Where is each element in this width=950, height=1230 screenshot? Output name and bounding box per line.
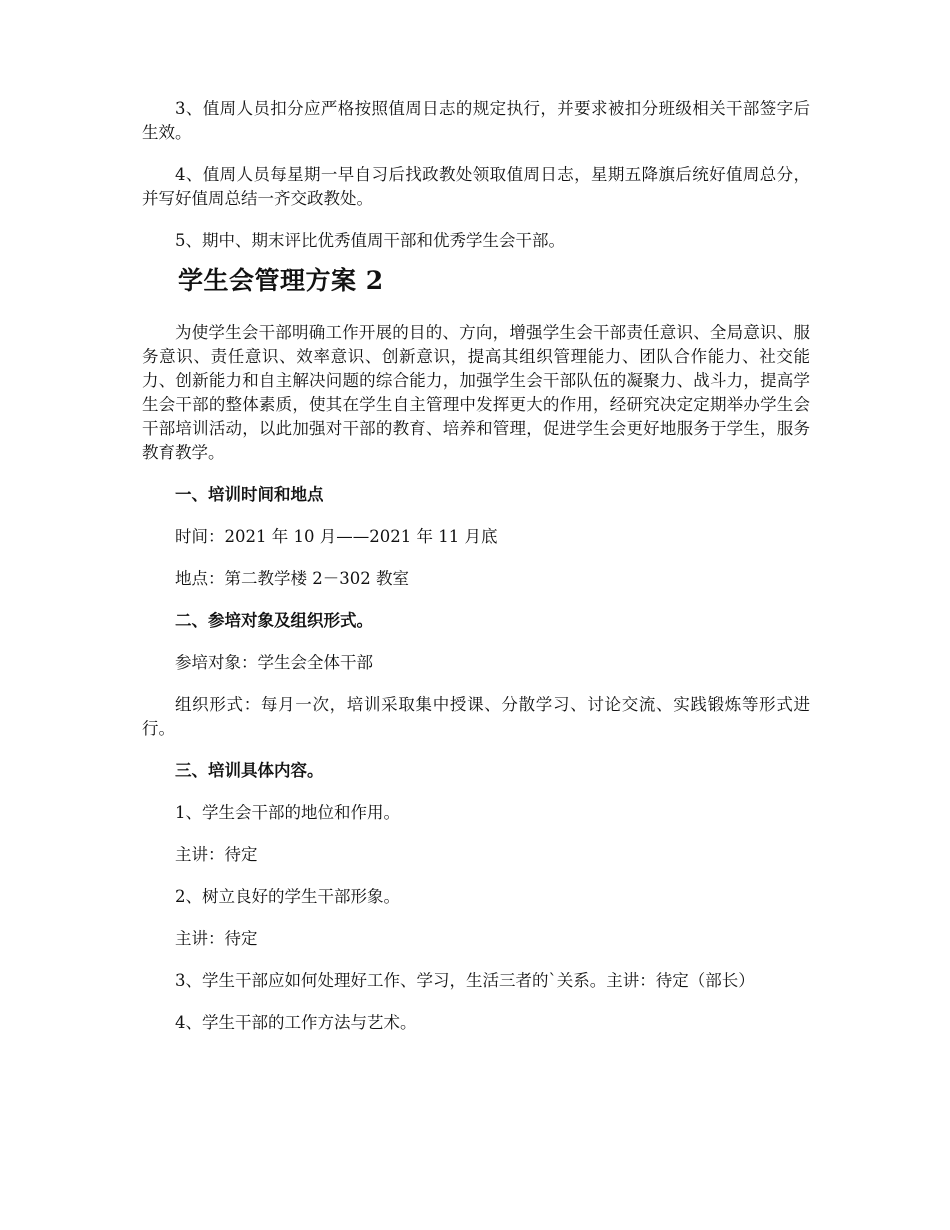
training-place: 地点：第二教学楼 2－302 教室 bbox=[175, 569, 409, 588]
training-time: 时间：2021 年 10 月——2021 年 11 月底 bbox=[175, 527, 498, 546]
document-body bbox=[142, 97, 810, 1035]
participants: 参培对象：学生会全体干部 bbox=[175, 653, 373, 672]
content-item-4: 4、学生干部的工作方法与艺术。 bbox=[175, 1013, 417, 1032]
intro-paragraph: 为使学生会干部明确工作开展的目的、方向，增强学生会干部责任意识、全局意识、服务意识、责任意识、效率意识、创新意识，提高其组织管理能力、团队合作能力、社交能力、创新能力和自主解决问题的综合能力，加强学生会干部队伍的凝聚力、战斗力，提高学生会干部的整体素质，使其在学生自主管理中发挥更大的作用，经研究决定定期举办学生会干部培训活动，以此加强对干部的教育、培养和管理，促进学生会更好地服务于学生，服务教育教学。 bbox=[142, 323, 810, 462]
heading-participants: 二、参培对象及组织形式。 bbox=[175, 611, 373, 630]
heading-content: 三、培训具体内容。 bbox=[175, 761, 324, 780]
speaker-1: 主讲：待定 bbox=[175, 845, 258, 864]
content-item-3: 3、学生干部应如何处理好工作、学习，生活三者的`关系。主讲：待定（部长） bbox=[175, 971, 755, 990]
section-title: 学生会管理方案 2 bbox=[178, 266, 384, 295]
content-item-1: 1、学生会干部的地位和作用。 bbox=[175, 803, 400, 822]
heading-time-place: 一、培训时间和地点 bbox=[175, 485, 324, 504]
paragraph-rule-4: 4、值周人员每星期一早自习后找政教处领取值周日志，星期五降旗后统好值周总分，并写好值周总结一齐交政教处。 bbox=[142, 165, 810, 208]
organization-format: 组织形式：每月一次，培训采取集中授课、分散学习、讨论交流、实践锻炼等形式进行。 bbox=[142, 695, 810, 738]
paragraph-rule-3: 3、值周人员扣分应严格按照值周日志的规定执行，并要求被扣分班级相关干部签字后生效。 bbox=[142, 99, 810, 142]
content-item-2: 2、树立良好的学生干部形象。 bbox=[175, 887, 400, 906]
paragraph-rule-5: 5、期中、期末评比优秀值周干部和优秀学生会干部。 bbox=[175, 231, 565, 250]
speaker-2: 主讲：待定 bbox=[175, 929, 258, 948]
